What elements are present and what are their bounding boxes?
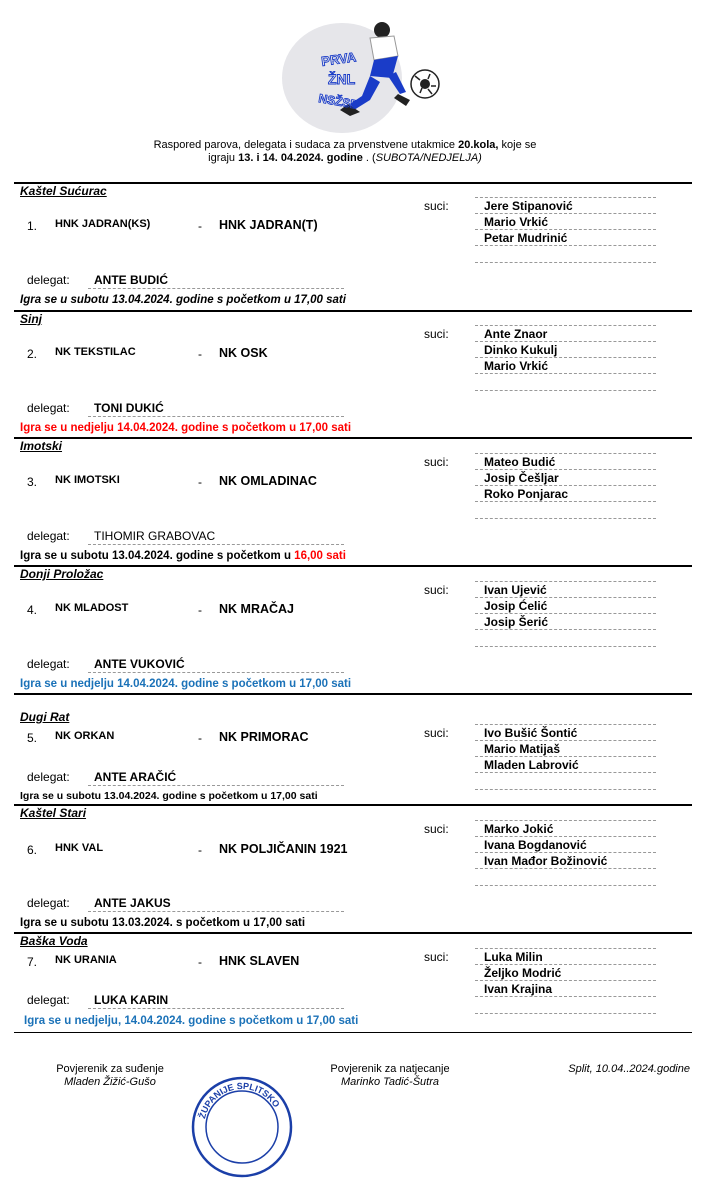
referee-line bbox=[475, 948, 656, 949]
referee-name: Ivana Bogdanović bbox=[484, 838, 587, 852]
referee-line bbox=[475, 740, 656, 741]
footer-name: Mladen Žižić-Gušo bbox=[64, 1076, 156, 1088]
away-team: HNK SLAVEN bbox=[219, 954, 300, 968]
referee-line bbox=[475, 245, 656, 246]
versus-dash: - bbox=[198, 603, 202, 617]
separator-line bbox=[14, 932, 692, 934]
kickoff-time: Igra se u subotu 13.03.2024. s početkom u 17,00 sati bbox=[20, 917, 306, 929]
delegate-line bbox=[88, 288, 344, 289]
referee-line bbox=[475, 197, 656, 198]
footer-title: Povjerenik za suđenje bbox=[56, 1063, 164, 1075]
referee-line bbox=[475, 213, 656, 214]
delegate-name: ANTE BUDIĆ bbox=[94, 273, 168, 287]
venue-name: Kaštel Sućurac bbox=[20, 184, 107, 198]
versus-dash: - bbox=[198, 843, 202, 857]
referee-line bbox=[475, 996, 656, 997]
home-team: NK ORKAN bbox=[55, 730, 115, 742]
referee-name: Ivan Krajina bbox=[484, 982, 553, 996]
kickoff-time: Igra se u nedjelju 14.04.2024. godine s početkom u 17,00 sati bbox=[20, 678, 352, 690]
official-stamp bbox=[190, 1075, 294, 1120]
match-number: 5. bbox=[27, 731, 38, 745]
stamp-text: ŽUPANIJE SPLITSKO bbox=[197, 1080, 282, 1120]
referee-line bbox=[475, 789, 656, 790]
referee-line bbox=[475, 597, 656, 598]
footer-referee-commissioner bbox=[30, 1063, 190, 1089]
separator-line bbox=[14, 182, 692, 184]
match-number: 2. bbox=[27, 347, 38, 361]
versus-dash: - bbox=[198, 347, 202, 361]
home-team: HNK JADRAN(KS) bbox=[55, 218, 151, 230]
referee-line bbox=[475, 229, 656, 230]
versus-dash: - bbox=[198, 219, 202, 233]
league-logo bbox=[270, 16, 445, 136]
match-number: 6. bbox=[27, 843, 38, 857]
delegate-label: delegat: bbox=[27, 896, 70, 910]
referee-name: Luka Milin bbox=[484, 950, 543, 964]
kickoff-time: Igra se u subotu 13.04.2024. godine s početkom u 16,00 sati bbox=[20, 550, 346, 562]
separator-line bbox=[14, 1032, 692, 1033]
match-number: 1. bbox=[27, 219, 38, 233]
logo-text-line1: PRVA bbox=[320, 49, 357, 69]
referee-line bbox=[475, 518, 656, 519]
referee-line bbox=[475, 885, 656, 886]
referee-line bbox=[475, 373, 656, 374]
referee-line bbox=[475, 469, 656, 470]
referee-line bbox=[475, 390, 656, 391]
referee-name: Mateo Budić bbox=[484, 455, 556, 469]
match-number: 7. bbox=[27, 955, 38, 969]
referee-line bbox=[475, 262, 656, 263]
home-team: NK IMOTSKI bbox=[55, 474, 120, 486]
separator-line bbox=[14, 693, 692, 695]
kickoff-time: Igra se u nedjelju, 14.04.2024. godine s početkom u 17,00 sati bbox=[24, 1015, 359, 1027]
home-team: NK MLADOST bbox=[55, 602, 129, 614]
footer-competition-commissioner bbox=[305, 1063, 475, 1089]
separator-line bbox=[14, 565, 692, 567]
referee-line bbox=[475, 1013, 656, 1014]
away-team: NK PRIMORAC bbox=[219, 730, 309, 744]
referee-name: Željko Modrić bbox=[484, 966, 562, 980]
delegate-label: delegat: bbox=[27, 993, 70, 1007]
referee-line bbox=[475, 980, 656, 981]
match-number: 4. bbox=[27, 603, 38, 617]
delegate-line bbox=[88, 672, 344, 673]
referees-label: suci: bbox=[424, 327, 449, 341]
versus-dash: - bbox=[198, 731, 202, 745]
footer-date: Split, 10.04..2024.godine bbox=[568, 1063, 690, 1075]
delegate-line bbox=[88, 911, 344, 912]
referee-line bbox=[475, 453, 656, 454]
away-team: NK MRAČAJ bbox=[219, 602, 294, 616]
referee-name: Ivan Ujević bbox=[484, 583, 547, 597]
referee-line bbox=[475, 581, 656, 582]
referee-line bbox=[475, 501, 656, 502]
referee-name: Ivo Bušić Šontić bbox=[484, 726, 578, 740]
referee-name: Marko Jokić bbox=[484, 822, 554, 836]
referees-label: suci: bbox=[424, 455, 449, 469]
footer-name: Marinko Tadić-Šutra bbox=[340, 1076, 440, 1088]
referee-name: Josip Ćelić bbox=[484, 599, 548, 613]
referee-line bbox=[475, 341, 656, 342]
footer-title: Povjerenik za natjecanje bbox=[330, 1063, 450, 1075]
delegate-name: ANTE JAKUS bbox=[94, 896, 171, 910]
referee-line bbox=[475, 325, 656, 326]
versus-dash: - bbox=[198, 955, 202, 969]
delegate-line bbox=[88, 1008, 344, 1009]
venue-name: Imotski bbox=[20, 439, 63, 453]
home-team: HNK VAL bbox=[55, 842, 104, 854]
referee-name: Roko Ponjarac bbox=[484, 487, 569, 501]
referees-label: suci: bbox=[424, 199, 449, 213]
referee-name: Ante Znaor bbox=[484, 327, 548, 341]
referees-label: suci: bbox=[424, 583, 449, 597]
delegate-line bbox=[88, 416, 344, 417]
referee-line bbox=[475, 852, 656, 853]
versus-dash: - bbox=[198, 475, 202, 489]
referee-name: Mladen Labrović bbox=[484, 758, 579, 772]
referee-line bbox=[475, 357, 656, 358]
delegate-label: delegat: bbox=[27, 657, 70, 671]
delegate-name: LUKA KARIN bbox=[94, 993, 169, 1007]
kickoff-time: Igra se u subotu 13.04.2024. godine s početkom u 17,00 sati bbox=[20, 790, 318, 802]
match-number: 3. bbox=[27, 475, 38, 489]
referee-line bbox=[475, 629, 656, 630]
delegate-label: delegat: bbox=[27, 770, 70, 784]
delegate-name: TIHOMIR GRABOVAC bbox=[94, 529, 216, 543]
logo-text-line2: ŽNL bbox=[328, 71, 356, 87]
referee-name: Petar Mudrinić bbox=[484, 231, 568, 245]
referee-name: Ivan Mađor Božinović bbox=[484, 854, 608, 868]
delegate-label: delegat: bbox=[27, 529, 70, 543]
home-team: NK URANIA bbox=[55, 954, 117, 966]
referee-line bbox=[475, 756, 656, 757]
delegate-label: delegat: bbox=[27, 273, 70, 287]
header-line-1: Raspored parova, delegata i sudaca za prvenstvene utakmice 20.kola, koje se bbox=[153, 139, 537, 151]
delegate-name: TONI DUKIĆ bbox=[94, 401, 164, 415]
away-team: NK OMLADINAC bbox=[219, 474, 317, 488]
venue-name: Baška Voda bbox=[20, 934, 88, 948]
referees-label: suci: bbox=[424, 950, 449, 964]
referee-name: Mario Matijaš bbox=[484, 742, 561, 756]
venue-name: Kaštel Stari bbox=[20, 806, 87, 820]
referee-name: Mario Vrkić bbox=[484, 215, 549, 229]
away-team: HNK JADRAN(T) bbox=[219, 218, 318, 232]
away-team: NK OSK bbox=[219, 346, 268, 360]
referee-name: Josip Češljar bbox=[484, 471, 559, 485]
separator-line bbox=[14, 804, 692, 806]
kickoff-time: Igra se u nedjelju 14.04.2024. godine s početkom u 17,00 sati bbox=[20, 422, 352, 434]
delegate-line bbox=[88, 785, 344, 786]
referee-line bbox=[475, 836, 656, 837]
referees-label: suci: bbox=[424, 726, 449, 740]
referee-line bbox=[475, 820, 656, 821]
logo-text-line3: NSŽSD bbox=[317, 91, 360, 113]
delegate-name: ANTE ARAČIĆ bbox=[94, 770, 177, 784]
referee-line bbox=[475, 613, 656, 614]
separator-line bbox=[14, 437, 692, 439]
away-team: NK POLJIČANIN 1921 bbox=[219, 842, 348, 856]
kickoff-time: Igra se u subotu 13.04.2024. godine s početkom u 17,00 sati bbox=[20, 294, 346, 306]
referee-name: Jere Stipanović bbox=[484, 199, 573, 213]
referee-line bbox=[475, 724, 656, 725]
referee-line bbox=[475, 646, 656, 647]
header-line-2: igraju 13. i 14. 04.2024. godine . (SUBOTA/NEDJELJA) bbox=[208, 152, 482, 164]
delegate-name: ANTE VUKOVIĆ bbox=[94, 657, 185, 671]
referee-line bbox=[475, 868, 656, 869]
venue-name: Sinj bbox=[20, 312, 43, 326]
referee-name: Josip Šerić bbox=[484, 615, 549, 629]
referee-name: Mario Vrkić bbox=[484, 359, 549, 373]
delegate-label: delegat: bbox=[27, 401, 70, 415]
separator-line bbox=[14, 310, 692, 312]
referee-line bbox=[475, 772, 656, 773]
venue-name: Dugi Rat bbox=[20, 710, 70, 724]
referee-line bbox=[475, 964, 656, 965]
home-team: NK TEKSTILAC bbox=[55, 346, 136, 358]
referee-line bbox=[475, 485, 656, 486]
referees-label: suci: bbox=[424, 822, 449, 836]
venue-name: Donji Proložac bbox=[20, 567, 104, 581]
delegate-line bbox=[88, 544, 344, 545]
referee-name: Dinko Kukulj bbox=[484, 343, 558, 357]
document-header bbox=[100, 139, 590, 165]
